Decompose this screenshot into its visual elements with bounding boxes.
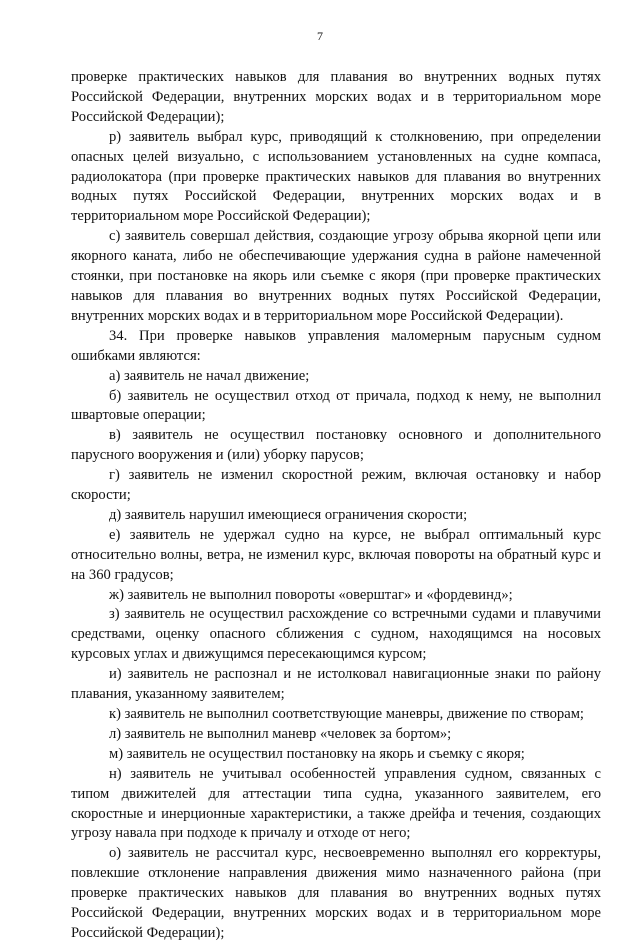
list-item-g: г) заявитель не изменил скоростной режим, включая остановку и набор скорости; (71, 467, 601, 504)
list-item-n: н) заявитель не учитывал особенностей управления судном, связанных с типом движителей для аттестации типа судна, указанного заявителем, его скоростные и инерционные характеристики, а также дрейфа и течения, создающих угрозу навала при подходе к причалу и отходе от него; (71, 765, 601, 842)
list-item-zh: ж) заявитель не выполнил повороты «оверштаг» и «фордевинд»; (109, 586, 513, 603)
list-item-d: д) заявитель нарушил имеющиеся ограничения скорости; (109, 506, 468, 523)
list-item-e: е) заявитель не удержал судно на курсе, не выбрал оптимальный курс относительно волны, ветра, не изменил курс, включая повороты на обратный курс и на 360 градусов; (71, 526, 601, 583)
list-item-i: и) заявитель не распознал и не истолковал навигационные знаки по району плавания, указанному заявителем; (71, 666, 601, 703)
list-item-r: р) заявитель выбрал курс, приводящий к столкновению, при определении опасных целей визуально, с использованием установленных на судне компаса, радиолокатора (при проверке практических навыков для плавания во внутренних водных путях Российской Федерации, внутренних морских водах и в территориальном море Российской Федерации); (71, 128, 601, 225)
paragraph-continuation: проверке практических навыков для плавания во внутренних водных путях Российской Федерации, внутренних морских водах и в территориальном море Российской Федерации); (71, 69, 601, 125)
page-number: 7 (317, 29, 323, 43)
list-item-v: в) заявитель не осуществил постановку основного и дополнительного парусного вооружения и (или) уборку парусов; (71, 427, 601, 464)
document-body (71, 68, 601, 944)
list-item-k: к) заявитель не выполнил соответствующие маневры, движение по створам; (109, 706, 584, 722)
list-item-a: а) заявитель не начал движение; (109, 367, 310, 384)
list-item-m: м) заявитель не осуществил постановку на якорь и съемку с якоря; (109, 745, 525, 762)
list-item-s: с) заявитель совершал действия, создающие угрозу обрыва якорной цепи или якорного каната, либо не обеспечивающие удержания судна в районе намеченной стоянки, при постановке на якорь или съемке с якоря (при проверке практических навыков для плавания во внутренних водных путях Российской Федерации, внутренних морских водах и в территориальном море Российской Федерации). (71, 228, 601, 324)
section-34-heading: 34. При проверке навыков управления маломерным парусным судном ошибками являются: (71, 327, 601, 364)
list-item-o: о) заявитель не рассчитал курс, несвоевременно выполнял его корректуры, повлекшие отклонение направления движения мимо назначенного района (при проверке практических навыков для плавания во внутренних водных путях Российской Федерации, внутренних морских водах и в территориальном море Российской Федерации); (71, 845, 601, 941)
list-item-l: л) заявитель не выполнил маневр «человек за бортом»; (109, 725, 452, 742)
list-item-b: б) заявитель не осуществил отход от причала, подход к нему, не выполнил швартовые операции; (71, 387, 601, 424)
list-item-z: з) заявитель не осуществил расхождение со встречными судами и плавучими средствами, оценку опасного сближения с судном, находящимся на носовых курсовых углах и движущимся пересекающимся курсом; (71, 606, 601, 663)
